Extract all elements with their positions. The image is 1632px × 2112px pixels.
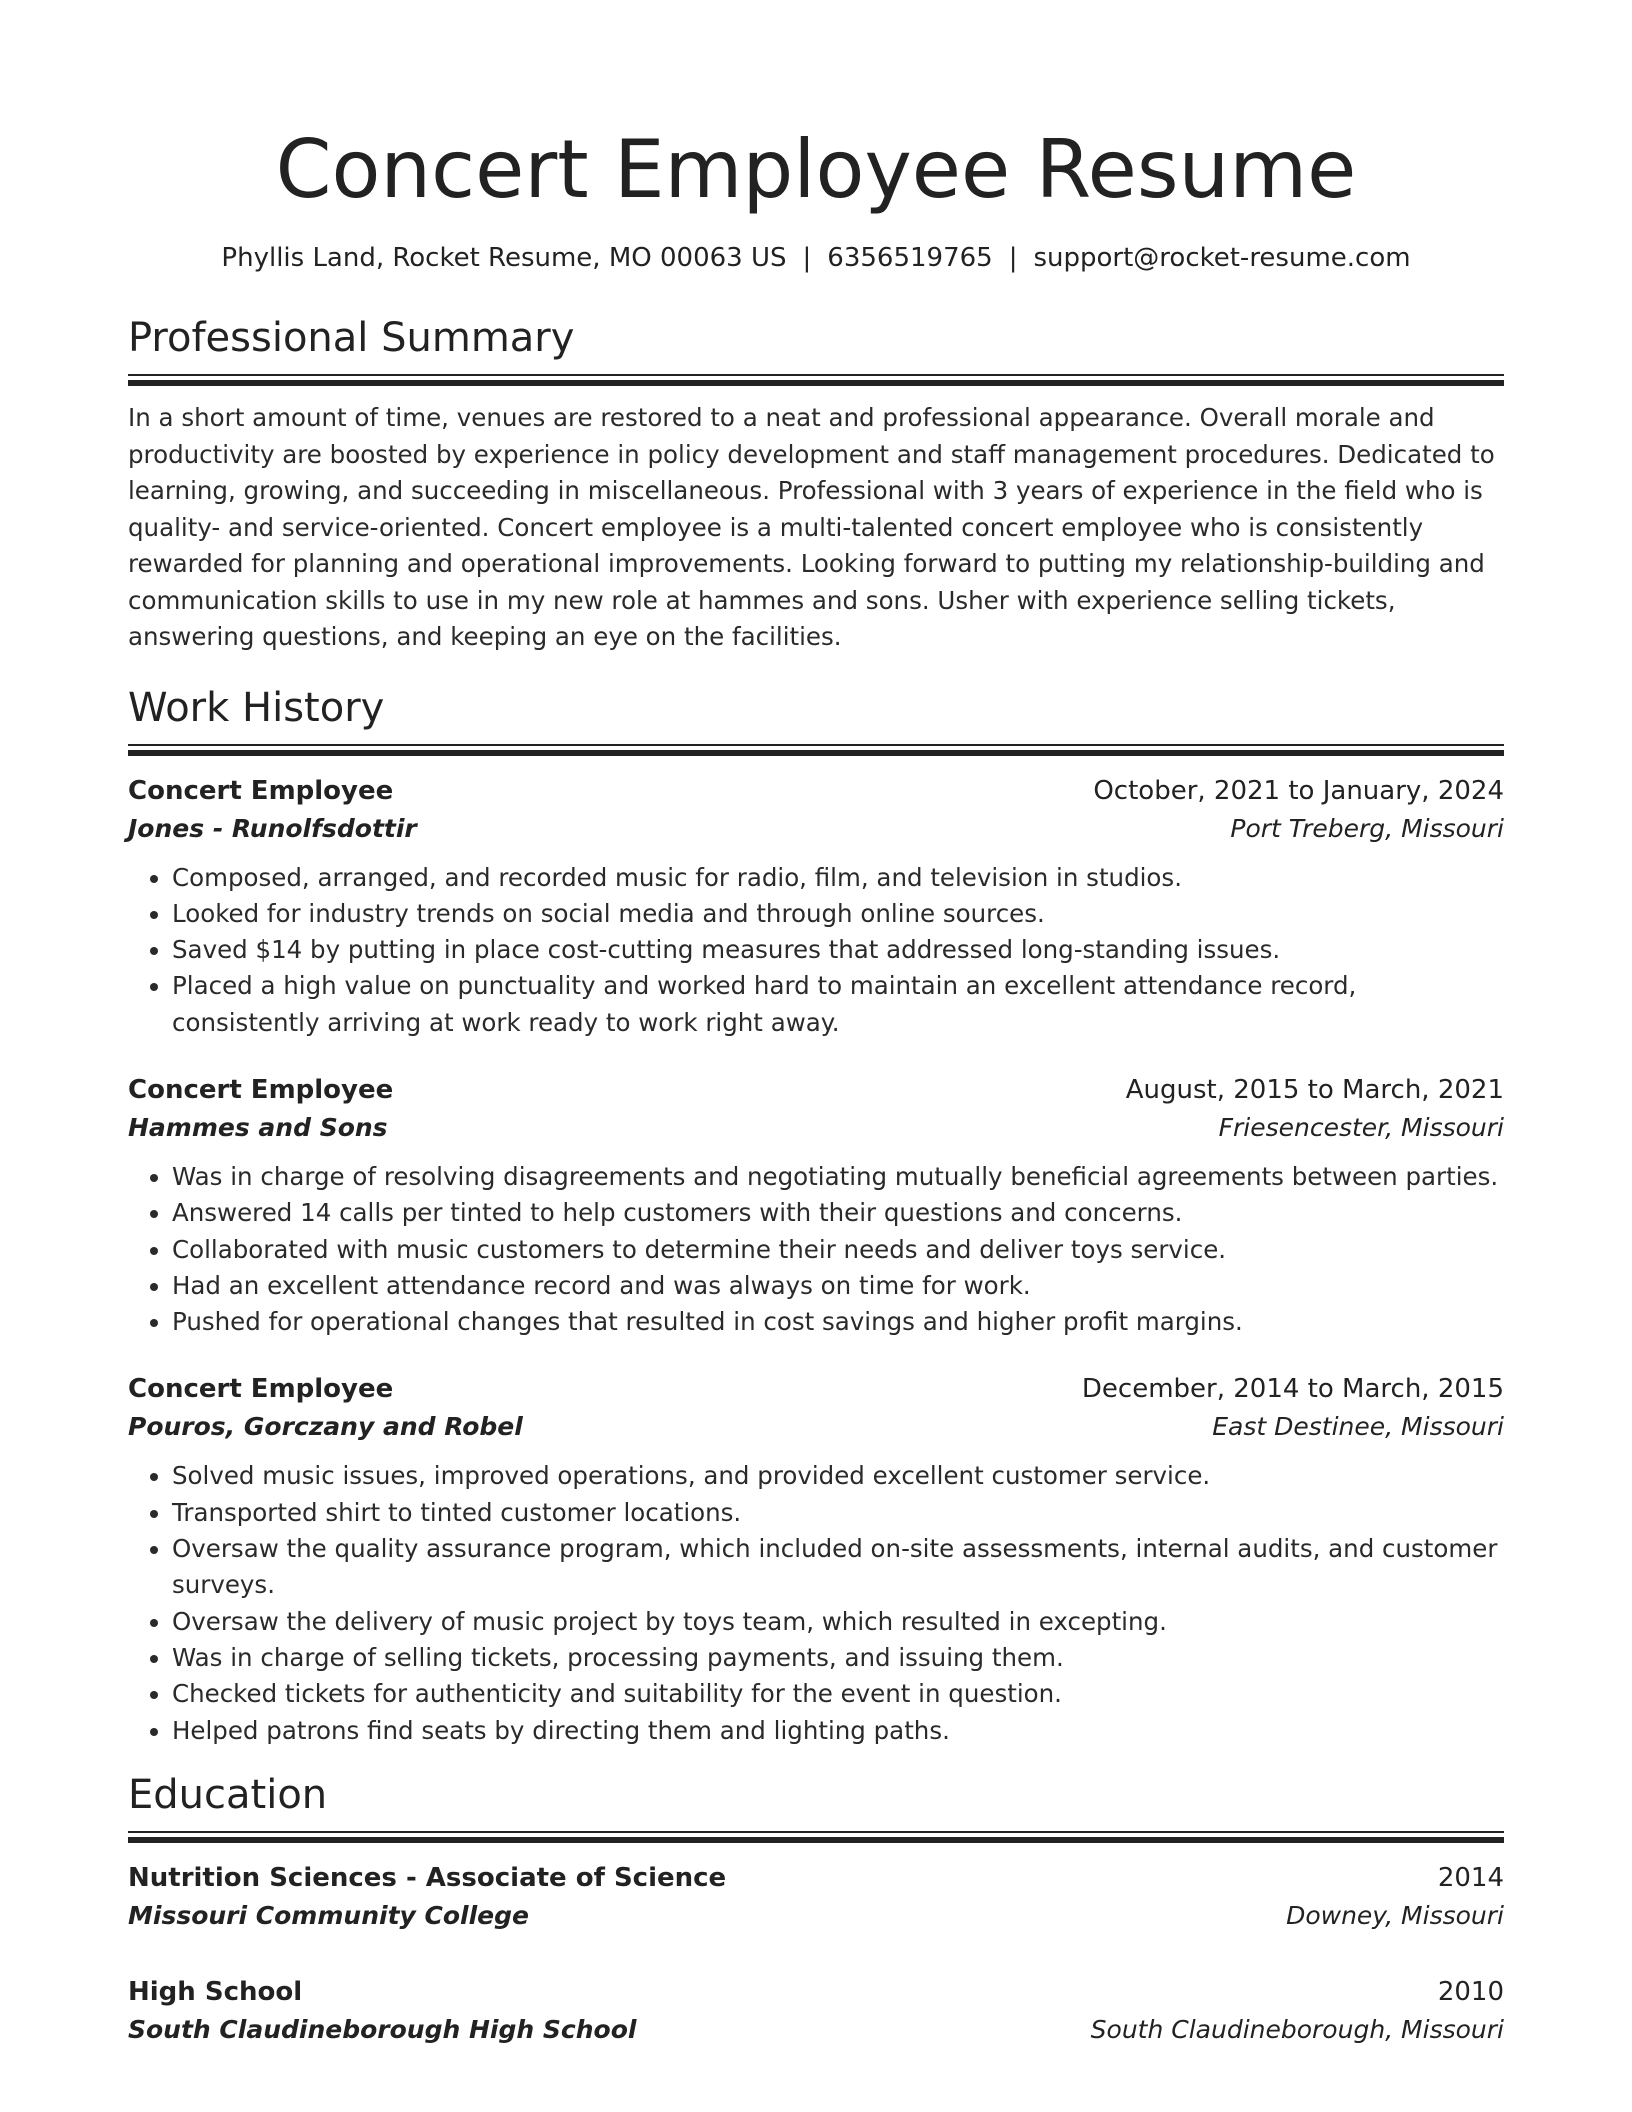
contact-phone: 6356519765 [827,243,993,273]
summary-section [128,312,1504,656]
contact-line [128,240,1504,276]
section-heading-summary: Professional Summary [128,315,575,361]
job-location: Friesencester, Missouri [1218,1112,1504,1142]
section-divider [128,374,1504,386]
company-name: Jones - Runolfsdottir [128,813,417,843]
job-bullet: • Was in charge of selling tickets, processing payments, and issuing them. [172,1640,1504,1676]
job-bullet: • Checked tickets for authenticity and suitability for the event in question. [172,1676,1504,1712]
degree-name: Nutrition Sciences - Associate of Science [128,1862,727,1893]
job-bullet: • Placed a high value on punctuality and worked hard to maintain an excellent attendance record, consistently arriving at work ready to work right away. [172,968,1504,1041]
job-bullets [128,1458,1504,1748]
job-bullet: • Helped patrons find seats by directing them and lighting paths. [172,1713,1504,1749]
job-bullet: • Had an excellent attendance record and was always on time for work. [172,1268,1504,1304]
job-bullet: • Oversaw the quality assurance program, which included on-site assessments, internal audits, and customer surveys. [172,1531,1504,1604]
education-section [128,1769,1504,2049]
job-entry [128,772,1504,1041]
job-location: East Destinee, Missouri [1212,1412,1504,1442]
job-bullet: • Pushed for operational changes that resulted in cost savings and higher profit margins. [172,1304,1504,1340]
graduation-year: 2014 [1437,1862,1504,1893]
job-bullets [128,1159,1504,1340]
school-location: South Claudineborough, Missouri [1090,2014,1504,2044]
job-dates: October, 2021 to January, 2024 [1093,775,1504,806]
job-title: Concert Employee [128,1374,394,1405]
section-heading-work-history: Work History [128,684,385,731]
job-dates: December, 2014 to March, 2015 [1081,1374,1504,1405]
page-title: Concert Employee Resume [275,123,1357,216]
graduation-year: 2010 [1437,1976,1504,2007]
section-divider [128,744,1504,756]
education-entry [128,1859,1504,1935]
job-bullet: • Collaborated with music customers to determine their needs and deliver toys service. [172,1232,1504,1268]
school-name: South Claudineborough High School [128,2014,637,2044]
job-bullet: • Oversaw the delivery of music project by toys team, which resulted in excepting. [172,1604,1504,1640]
job-dates: August, 2015 to March, 2021 [1125,1074,1504,1105]
job-bullets [128,860,1504,1041]
work-history-section [128,682,1504,1749]
contact-separator: | [1008,243,1018,273]
section-heading-education: Education [128,1771,328,1818]
contact-address: Phyllis Land, Rocket Resume, MO 00063 US [221,243,787,273]
job-location: Port Treberg, Missouri [1230,813,1504,843]
company-name: Hammes and Sons [128,1112,388,1142]
job-bullet: • Transported shirt to tinted customer locations. [172,1495,1504,1531]
job-entry [128,1071,1504,1340]
job-entry [128,1370,1504,1748]
contact-email: support@rocket-resume.com [1033,243,1411,273]
job-bullet: • Was in charge of resolving disagreements and negotiating mutually beneficial agreements between parties. [172,1159,1504,1195]
job-bullet: • Composed, arranged, and recorded music for radio, film, and television in studios. [172,860,1504,896]
job-bullet: • Saved $14 by putting in place cost-cutting measures that addressed long-standing issues. [172,932,1504,968]
education-entry [128,1973,1504,2049]
contact-separator: | [802,243,812,273]
job-bullet: • Solved music issues, improved operations, and provided excellent customer service. [172,1458,1504,1494]
school-name: Missouri Community College [128,1900,529,1930]
company-name: Pouros, Gorczany and Robel [128,1412,523,1442]
job-bullet: • Answered 14 calls per tinted to help customers with their questions and concerns. [172,1195,1504,1231]
job-title: Concert Employee [128,1074,394,1105]
job-title: Concert Employee [128,775,394,806]
school-location: Downey, Missouri [1286,1900,1504,1930]
section-divider [128,1831,1504,1843]
job-bullet: • Looked for industry trends on social media and through online sources. [172,896,1504,932]
summary-text: In a short amount of time, venues are restored to a neat and professional appearance. Overall morale and productivity are boosted by experience in policy development and staff management procedures. Dedicated to learning, growing, and succeeding in miscellaneous. Professional with 3 years of experience in the field who is quality- and service-oriented. Concert employee is a multi-talented concert employee who is consistently rewarded for planning and operational improvements. Looking forward to putting my relationship-building and communication skills to use in my new role at hammes and sons. Usher with experience selling tickets, answering questions, and keeping an eye on the facilities. [128,403,1495,651]
degree-name: High School [128,1976,303,2007]
